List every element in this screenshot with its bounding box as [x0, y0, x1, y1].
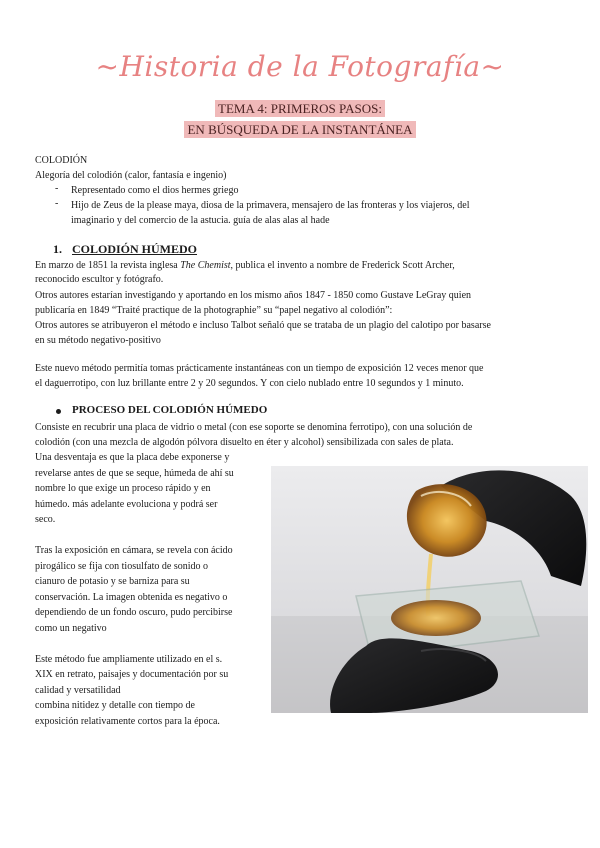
left-column-line: como un negativo — [35, 622, 107, 634]
left-column-line: combina nitidez y detalle con tiempo de — [35, 700, 195, 711]
page-title: ~Historia de la Fotografía~ — [95, 50, 505, 83]
left-column-line: conservación. La imagen obtenida es negativo o — [35, 591, 228, 603]
paragraph-line: Otros autores se atribuyeron el método e incluso Talbot señaló que se trataba de un plagio del calotipo por basarse — [35, 320, 491, 331]
left-column-line: dependiendo de un fondo oscuro, pudo percibirse — [35, 607, 233, 618]
left-column-line: nombre lo que exige un proceso rápido y en — [35, 483, 211, 494]
dash-marker: - — [55, 183, 59, 194]
paragraph-line: el daguerrotipo, con luz brillante entre 2 y 20 segundos. Y con cielo nublado entre 10 segundos y 1 minuto. — [35, 378, 464, 389]
photo-illustration — [271, 466, 588, 713]
left-column-line: cianuro de potasio y se barniza para su — [35, 576, 190, 587]
collodion-pouring-photo — [271, 466, 588, 713]
left-column-line: seco. — [35, 514, 56, 525]
paragraph-line: En marzo de 1851 la revista inglesa The Chemist, publica el invento a nombre de Frederick Scott Archer, — [35, 260, 455, 271]
left-column-line: calidad y versatilidad — [35, 684, 121, 696]
topic-line-2: EN BÚSQUEDA DE LA INSTANTÁNEA — [184, 121, 415, 138]
process-heading: PROCESO DEL COLODIÓN HÚMEDO — [72, 404, 268, 416]
paragraph-line: colodión (con una mezcla de algodón pólvora disuelto en éter y alcohol) sensibilizada con sales de plata. — [35, 437, 454, 448]
paragraph-line: Otros autores estarían investigando y aportando en los mismo años 1847 - 1850 como Gustave LeGray quien — [35, 290, 472, 301]
bullet-dot — [56, 409, 61, 414]
paragraph-line: publicaría en 1849 “Traité practique de la photographie” su “papel negativo al colodión”: — [35, 305, 393, 316]
section-heading: COLODIÓN HÚMEDO — [72, 242, 198, 256]
paragraph-line: Este nuevo método permitía tomas prácticamente instantáneas con un tiempo de exposición 12 veces menor que — [35, 363, 484, 374]
intro-bullet-1: Representado como el dios hermes griego — [71, 185, 239, 196]
left-column-line: XIX en retrato, paisajes y documentación por su — [35, 669, 229, 680]
journal-name: The Chemist — [180, 260, 231, 271]
left-column-line: Una desventaja es que la placa debe exponerse y — [35, 452, 230, 463]
left-column-line: Tras la exposición en cámara, se revela con ácido — [35, 545, 233, 556]
intro-bullet-2-cont: imaginario y del comercio de la astucia. guía de alas alas al hade — [71, 215, 330, 226]
left-column-line: revelarse antes de que se seque, húmeda de ahí su — [35, 467, 234, 479]
paragraph-line: reconocido escultor y fotógrafo. — [35, 274, 164, 285]
topic-header — [0, 98, 600, 140]
left-column-line: pirogálico se fija con tiosulfato de sonido o — [35, 560, 209, 572]
topic-line-1: TEMA 4: PRIMEROS PASOS: — [215, 100, 385, 117]
paragraph-line: Consiste en recubrir una placa de vidrio o metal (con ese soporte se denomina ferrotipo), con una solución de — [35, 422, 473, 433]
left-column-line: exposición relativamente cortos para la época. — [35, 715, 220, 727]
intro-bullet-2: Hijo de Zeus de la please maya, diosa de la primavera, mensajero de las fronteras y los viajeros, del — [71, 200, 470, 211]
intro-heading: COLODIÓN — [35, 155, 88, 166]
dash-marker: - — [55, 198, 59, 209]
intro-line: Alegoría del colodión (calor, fantasía e ingenio) — [35, 170, 227, 181]
left-column-line: Este método fue ampliamente utilizado en el s. — [35, 653, 223, 665]
left-column-line: húmedo. más adelante evoluciona y podrá ser — [35, 498, 218, 510]
paragraph-line: en su método negativo-positivo — [35, 335, 161, 346]
section-number: 1. — [53, 242, 62, 256]
